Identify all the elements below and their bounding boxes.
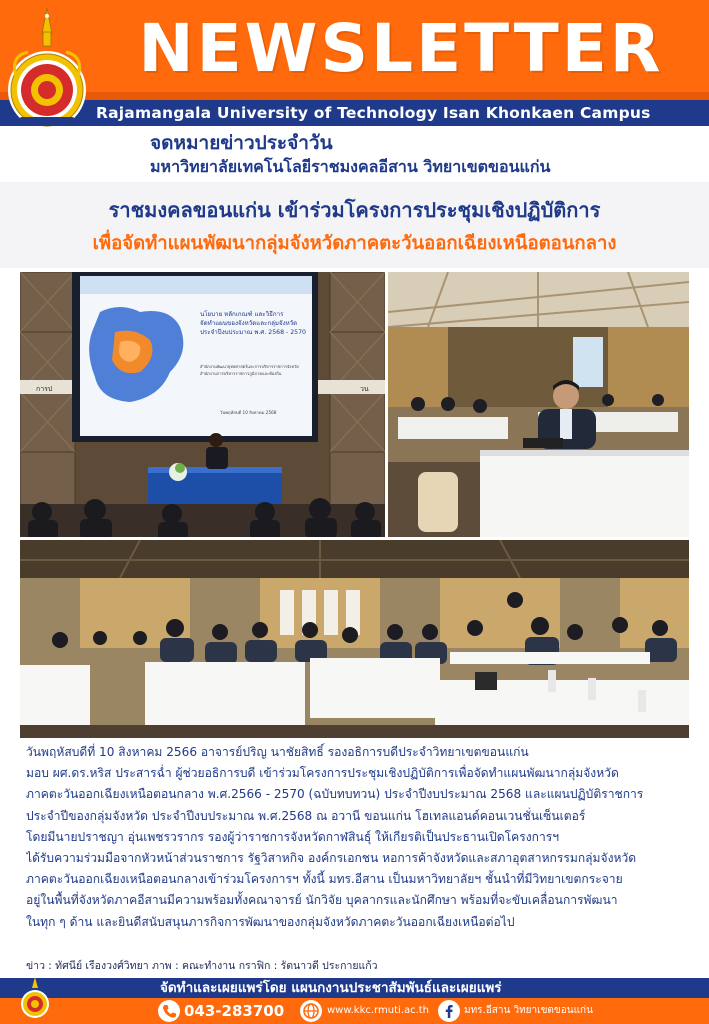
photo-conference-room xyxy=(20,540,689,738)
footer-facebook-link[interactable]: มทร.อีสาน วิทยาเขตขอนแก่น xyxy=(464,1005,593,1016)
article-body-line: มอบ ผศ.ดร.หริส ประสารฉ่ำ ผู้ช่วยอธิการบดี เข้าร่วมโครงการประชุมเชิงปฏิบัติการเพื่อจัดทำแผนพัฒนากลุ่มจังหวัด xyxy=(26,766,619,781)
university-name-bar xyxy=(0,100,709,126)
article-headline xyxy=(0,182,709,268)
university-name-thai: มหาวิทยาลัยเทคโนโลยีราชมงคลอีสาน วิทยาเขตขอนแก่น xyxy=(150,157,551,176)
headline-line-1: ราชมงคลขอนแก่น เข้าร่วมโครงการประชุมเชิงปฏิบัติการ xyxy=(108,198,601,222)
footer-contacts xyxy=(0,998,709,1024)
footer-phone[interactable]: 043-283700 xyxy=(184,1002,285,1020)
footer-seal-logo xyxy=(18,976,52,1020)
footer-website-link[interactable]: www.kkc.rmuti.ac.th xyxy=(327,1005,430,1016)
photo-meeting-attendees xyxy=(388,272,689,537)
article-body-line: โดยมีนายปราชญา อุ่นเพชรวรากร รองผู้ว่าราชการจังหวัดกาฬสินธุ์ ให้เกียรติเป็นประธานเปิดโครงการฯ xyxy=(26,829,560,844)
article-body-line: ภาคตะวันออกเฉียงเหนือตอนกลาง พ.ศ.2566 - 2570 (ฉบับทบทวน) ประจำปีงบประมาณ 2568 และแผนปฏิบัติราชการ xyxy=(26,787,644,802)
headline-line-2: เพื่อจัดทำแผนพัฒนากลุ่มจังหวัดภาคตะวันออกเฉียงเหนือตอนกลาง xyxy=(92,233,617,254)
newsletter-header xyxy=(0,0,709,100)
footer-org-bar xyxy=(0,978,709,998)
newsletter-footer xyxy=(0,978,709,1024)
footer-organizer: จัดทำและเผยแพร่โดย แผนกงานประชาสัมพันธ์และเผยแพร่ xyxy=(160,980,502,996)
article-body-line: วันพฤหัสบดีที่ 10 สิงหาคม 2566 อาจารย์ปริญ นาชัยสิทธิ์ รองอธิการบดีประจำวิทยาเขตขอนแก่น xyxy=(26,745,529,759)
slide-title-3: ประจำปีงบประมาณ พ.ศ. 2568 - 2570 xyxy=(200,329,306,336)
article-body-line: ประจำปีของกลุ่มจังหวัด ประจำปีงบประมาณ พ.ศ.2568 ณ อวานี ขอนแก่น โฮเทลแอนด์คอนเวนชั่นเซ็นเตอร์ xyxy=(26,808,586,823)
article-credits: ข่าว : ทัศนีย์ เรืองวงศ์วิทยา ภาพ : คณะทำงาน กราฟิก : รัตนาวดี ประกายแก้ว xyxy=(26,960,378,972)
university-name-english: Rajamangala University of Technology Isan Khonkaen Campus xyxy=(96,104,651,122)
facebook-icon xyxy=(438,1000,460,1022)
newsletter-title: NEWSLETTER xyxy=(138,10,664,87)
banner-text-right: วน xyxy=(360,385,369,393)
header-stripe xyxy=(0,92,709,100)
slide-title-1: นโยบาย หลักเกณฑ์ และวิธีการ xyxy=(200,311,284,318)
article-body-line: ได้รับความร่วมมือจากหัวหน้าส่วนราชการ รัฐวิสาหกิจ องค์กรเอกชน หอการค้าจังหวัดและสภาอุตสาหกรรมกลุ่มจังหวัด xyxy=(26,850,637,865)
globe-icon xyxy=(300,1000,322,1022)
slide-footer-1: สำนักงานพัฒนายุทธศาสตร์และการบริหารราชการจังหวัด xyxy=(200,364,299,369)
daily-newsletter-label: จดหมายข่าวประจำวัน xyxy=(150,132,333,154)
article-body-line: ในทุก ๆ ด้าน และยินดีสนับสนุนภารกิจการพัฒนาของกลุ่มจังหวัดภาคตะวันออกเฉียงเหนือต่อไป xyxy=(26,914,515,929)
article-body-line: ภาคตะวันออกเฉียงเหนือตอนกลางเข้าร่วมโครงการฯ ทั้งนี้ มทร.อีสาน เป็นมหาวิทยาลัยฯ ชั้นนำที่มีวิทยาเขตกระจาย xyxy=(26,872,623,887)
university-seal-logo xyxy=(6,6,88,138)
phone-icon xyxy=(158,1000,180,1022)
slide-footer-2: สำนักงานการบริหารราชการภูมิภาคและท้องถิ่น xyxy=(200,371,282,376)
subheader xyxy=(0,126,709,182)
slide-title-2: จัดทำแผนของจังหวัดและกลุ่มจังหวัด xyxy=(200,320,298,327)
article-body xyxy=(26,742,686,952)
slide-date: วันพฤหัสบดี 10 สิงหาคม 2568 xyxy=(220,410,277,415)
article-body-line: อยู่ในพื้นที่จังหวัดภาคอีสานมีความพร้อมทั้งคณาจารย์ นักวิจัย บุคลากรและนักศึกษา พร้อมที่จะขับเคลื่อนการพัฒนา xyxy=(26,893,618,908)
photo-presentation-stage xyxy=(20,272,385,537)
banner-text-left: การป xyxy=(36,385,53,393)
